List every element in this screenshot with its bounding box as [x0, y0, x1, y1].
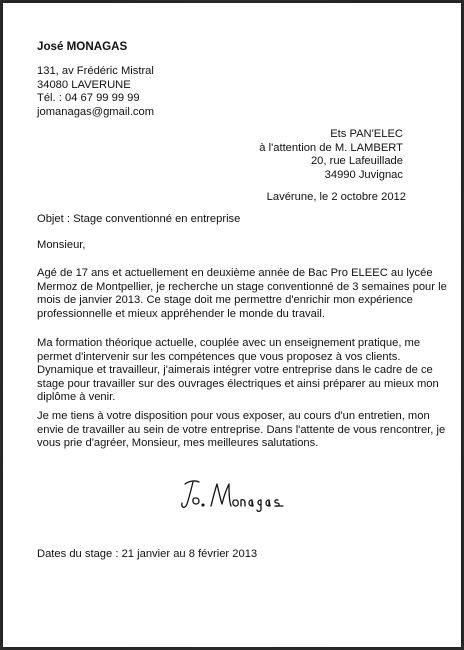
signature-drawing — [179, 476, 291, 512]
paragraph-line: Agé de 17 ans et actuellement en deuxième année de Bac Pro ELEEC au lycée — [37, 267, 433, 279]
sender-name: José MONAGAS — [37, 40, 128, 53]
paragraph-line: Mermoz de Montpellier, je recherche un stage conventionné de 3 semaines pour le — [37, 280, 447, 293]
letter-greeting: Monsieur, — [37, 239, 86, 251]
sender-phone: Tél. : 04 67 99 99 99 — [37, 92, 140, 105]
paragraph-line: Ma formation théorique actuelle, couplée avec un enseignement pratique, me — [37, 337, 421, 349]
recipient-company: Ets PAN'ELEC — [330, 128, 403, 140]
sender-address-block — [37, 65, 154, 119]
paragraph-line: professionnelle et mieux appréhender le monde du travail. — [37, 307, 325, 320]
recipient-attention: à l'attention de M. LAMBERT — [259, 141, 403, 154]
paragraph-line: stage pour travailler sur des ouvrages électriques et ainsi préparer au mieux mon — [37, 377, 439, 390]
letter-page — [3, 3, 461, 647]
paragraph-line: mois de janvier 2013. Ce stage doit me permettre d'enrichir mon expérience — [37, 294, 413, 307]
sender-city: 34080 LAVERUNE — [37, 78, 131, 91]
recipient-street: 20, rue Lafeuillade — [310, 155, 403, 168]
letter-subject: Objet : Stage conventionné en entreprise — [37, 213, 241, 225]
body-paragraph-3 — [37, 410, 445, 451]
sender-street: 131, av Frédéric Mistral — [37, 65, 154, 77]
paragraph-line: envie de travailler au sein de votre entreprise. Dans l'attente de vous rencontrer, je — [37, 423, 446, 436]
letter-date: Lavérune, le 2 octobre 2012 — [266, 191, 406, 203]
body-paragraph-1 — [37, 267, 447, 321]
paragraph-line: diplôme à venir. — [37, 391, 116, 404]
paragraph-line: Dynamique et travailleur, j'aimerais intégrer votre entreprise dans le cadre de ce — [37, 364, 433, 377]
sender-email: jomanagas@gmail.com — [37, 105, 155, 118]
recipient-city: 34990 Juvignac — [324, 168, 403, 181]
paragraph-line: Je me tiens à votre disposition pour vous exposer, au cours d'un entretien, mon — [37, 410, 430, 422]
paragraph-line: permet d'intervenir sur les compétences que vous proposez à vos clients. — [37, 350, 401, 363]
recipient-address-block — [259, 128, 403, 182]
stage-dates: Dates du stage : 21 janvier au 8 février 2013 — [37, 548, 258, 560]
paragraph-line: vous prie d'agréer, Monsieur, mes meilleures salutations. — [37, 437, 319, 450]
handwritten-signature — [179, 476, 291, 517]
body-paragraph-2 — [37, 337, 439, 405]
